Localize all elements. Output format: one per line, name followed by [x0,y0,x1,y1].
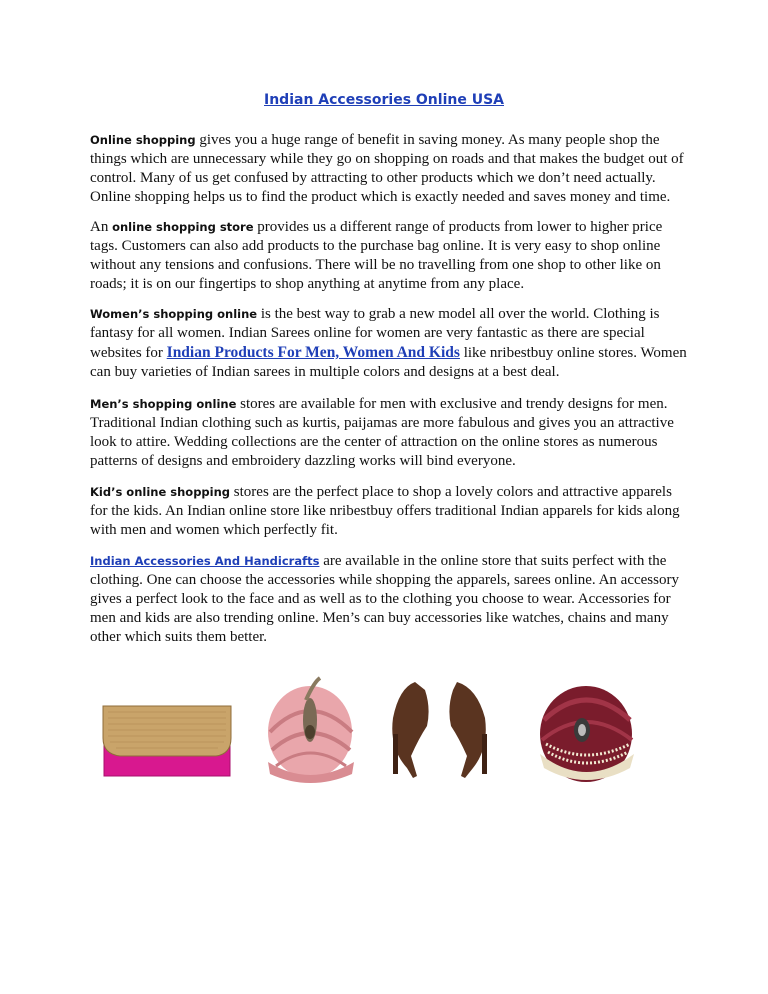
paragraph-text: provides us a different range of products from lower to higher price tags. Customers can also add products to the purchase bag online. It is very easy to shop online without any tensions and confusions. There will be no travelling from one shop to other like on roads; it is on our fingertips to shop anything at anytime from any place. [90,219,663,292]
paragraph-text: stores are the perfect place to shop a lovely colors and attractive apparels for the kids. An Indian online store like nribestbuy offers traditional Indian apparels for kids along with men and women which perfectly fit. [90,484,680,538]
paragraph-womens-shopping [90,305,690,382]
paragraph-text: gives you a huge range of benefit in saving money. As many people shop the things which are unnecessary while they go on shopping on roads and that makes the budget out of control. Many of us get confused by attracting to other products which we don’t need actually. Online shopping helps us to find the product which is exactly needed and saves money and time. [90,132,684,205]
maroon-turban-image [530,668,644,790]
pink-turban-image [258,670,360,788]
paragraph-online-shopping [90,131,690,207]
accessories-handicrafts-link[interactable]: Indian Accessories And Handicrafts [90,554,320,568]
paragraph-mens-shopping [90,395,690,471]
lead-term: Women’s shopping online [90,307,258,321]
paragraph-kids-shopping [90,483,690,540]
brown-heels-image [385,678,495,782]
lead-term: Kid’s online shopping [90,485,231,499]
clutch-bag-image [100,698,234,780]
paragraph-text: is the best way to grab a new model all over the world. Clothing is fantasy for all women. Indian Sarees online for women are very fantastic as there are special websites for [90,306,660,361]
paragraph-text: are available in the online store that suits perfect with the clothing. One can choose the accessories while shopping the apparels, sarees online. An accessory gives a perfect look to the face and as well as to the clothing you choose to wear. Accessories for men and kids are also trending online. Men’s can buy accessories like watches, chains and many other which suits them better. [90,553,679,645]
lead-term: Online shopping [90,133,196,147]
paragraph-accessories [90,552,690,647]
paragraph-online-store [90,218,690,294]
lead-term: online shopping store [112,220,254,234]
paragraph-text: like nribestbuy online stores. Women can buy varieties of Indian sarees in multiple colors and designs at a best deal. [90,345,687,380]
page-title: Indian Accessories Online USA [264,92,504,108]
paragraph-text: stores are available for men with exclusive and trendy designs for men. Traditional Indian clothing such as kurtis, paijamas are more fabulous and gives you an attractive look to attire. Wedding collections are the center of attraction on the online stores as numerous patterns of designs and embroidery dazzling works will bind everyone. [90,396,674,469]
indian-products-link[interactable]: Indian Products For Men, Women And Kids [166,344,460,361]
lead-term: Men’s shopping online [90,397,237,411]
paragraph-text: An [90,219,113,235]
